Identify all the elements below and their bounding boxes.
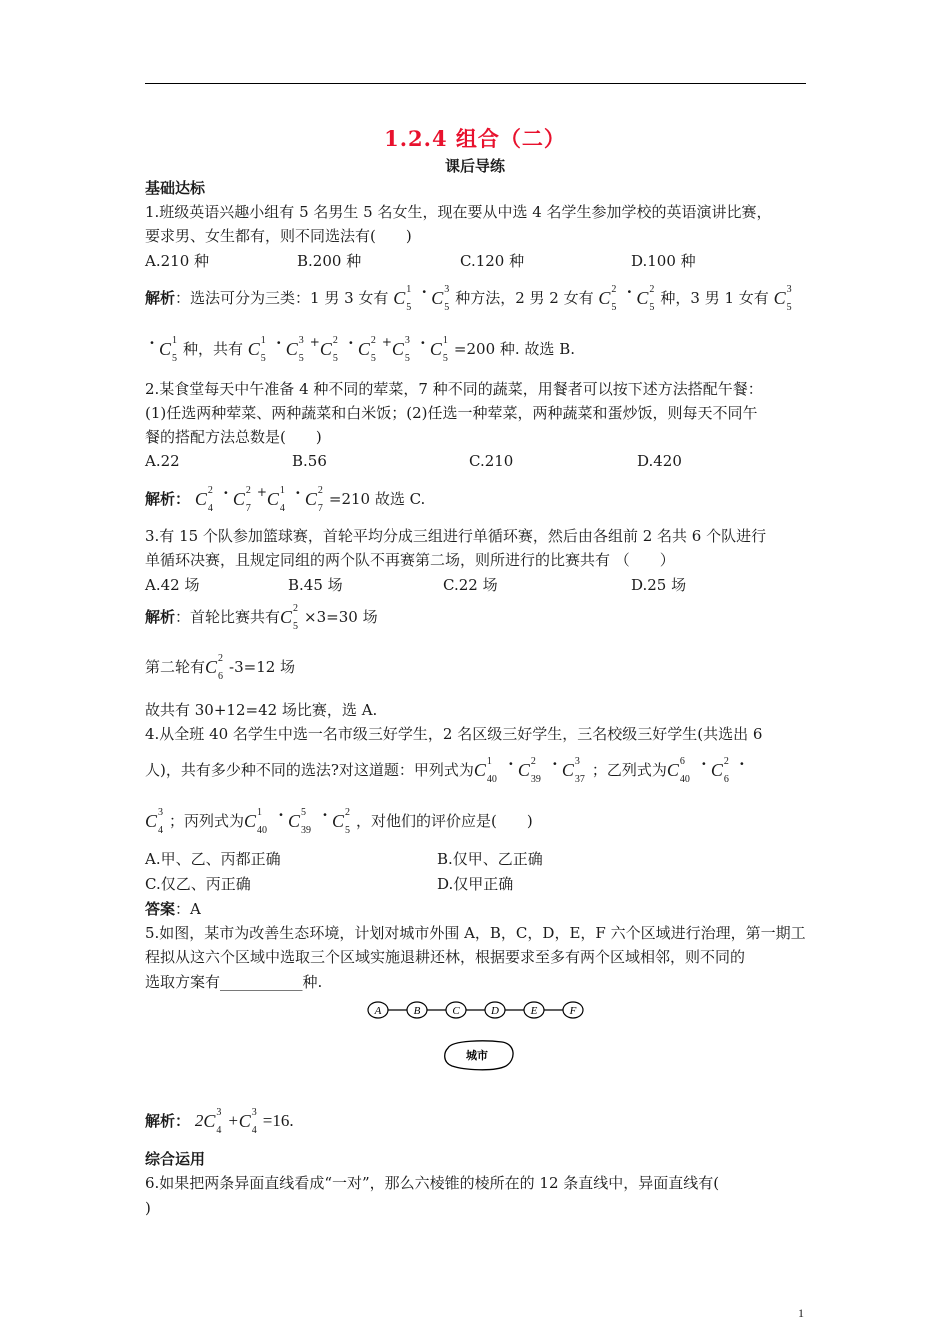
q4-stem-text-d: ，对他们的评价应是( ): [356, 812, 533, 830]
region-node-d: [485, 1002, 505, 1018]
formula: C 2 5: [598, 284, 617, 313]
formula: C 2 5: [280, 603, 299, 632]
formula: C 2 5: [636, 284, 655, 313]
q5-stem-3: 选取方案有___________种.: [145, 973, 323, 991]
city-label: 城市: [466, 1049, 488, 1062]
q5-stem-2: 程拟从这六个区域中选取三个区域实施退耕还林，根据要求至多有两个区域相邻，则不同的: [145, 948, 746, 966]
q5-solution: 解析： 2 C 3 4 + C 3 4 =16.: [145, 1107, 294, 1136]
region-label-b: B: [413, 1005, 421, 1017]
formula: C 1 4: [266, 485, 285, 514]
formula: C 1 5: [393, 284, 412, 313]
q5-solution-label: 解析: [145, 1112, 176, 1130]
q3-option-c: C.22 场: [443, 576, 498, 594]
q2-option-d: D.420: [637, 452, 682, 470]
q4-option-a: A.甲、乙、丙都正确: [145, 850, 281, 868]
q3-option-b: B.45 场: [288, 576, 343, 594]
q1-solution-text-4: 种，共有: [183, 340, 244, 358]
q2-stem-1: 2.某食堂每天中午准备 4 种不同的荤菜，7 种不同的蔬菜，用餐者可以按下述方法搭配午餐：: [145, 380, 763, 398]
region-label-f: F: [569, 1005, 577, 1017]
region-node-f: [563, 1002, 583, 1018]
q2-option-a: A.22: [145, 452, 180, 470]
q3-solution-text-4: -3=12 场: [229, 658, 296, 676]
formula: C 3 4: [238, 1107, 257, 1136]
q1-solution-2: · C 1 5 种，共有 C 1 5 · C 3 5 + C 2 5 · C 2 5 + C 3 5 · C 1 5 =200 种. 故选 B.: [149, 334, 575, 364]
formula: C 3 5: [285, 335, 304, 364]
q1-stem-2: 要求男、女生都有，则不同选法有( ): [145, 227, 412, 245]
formula: C 3 37: [561, 756, 585, 785]
formula: C 2 5: [332, 807, 351, 836]
region-node-a: [368, 1002, 388, 1018]
section-comprehensive: 综合运用: [145, 1150, 206, 1168]
q4-stem-text-b: ；乙列式为: [591, 761, 667, 779]
q1-solution-1: 解析：选法可分为三类：1 男 3 女有 C 1 5 · C 3 5 种方法，2 男 2 女有 C 2 5 · C 2 5 种，3 男 1 女有 C 3 5: [145, 281, 798, 309]
region-node-c: [446, 1002, 466, 1018]
q2-stem-3: 餐的搭配方法总数是( ): [145, 428, 322, 446]
formula: C 2 4: [194, 485, 213, 514]
q1-option-d: D.100 种: [631, 252, 696, 270]
formula: C 6 40: [666, 756, 690, 785]
q3-option-a: A.42 场: [145, 576, 200, 594]
q3-solution-2: [145, 653, 296, 682]
formula: C 3 4: [145, 807, 163, 836]
q4-answer-label: 答案: [145, 900, 176, 918]
q1-option-b: B.200 种: [297, 252, 362, 270]
q4-stem-text-a: 人)，共有多少种不同的选法?对这道题：甲列式为: [145, 761, 474, 779]
formula: C 3 4: [203, 1107, 222, 1136]
formula: C 3 5: [431, 284, 450, 313]
page-number: 1: [798, 1306, 804, 1320]
q1-option-c: C.120 种: [460, 252, 525, 270]
formula: C 1 5: [159, 335, 177, 364]
q4-stem-1: 4.从全班 40 名学生中选一名市级三好学生，2 名区级三好学生，三名校级三好学生(共选出 6: [145, 725, 763, 743]
formula: C 1 40: [244, 807, 268, 836]
formula: C 2 6: [205, 653, 224, 682]
q5-solution-text: =16.: [262, 1111, 294, 1130]
q1-solution-label: 解析: [145, 289, 176, 307]
q4-option-d: D.仅甲正确: [437, 875, 514, 893]
region-diagram: [366, 996, 588, 1076]
q3-solution-text-2: ×3=30 场: [304, 608, 378, 626]
page-title: 1.2.4 组合（二）: [384, 126, 566, 151]
formula: C 1 5: [247, 335, 266, 364]
q2-stem-2: (1)任选两种荤菜、两种蔬菜和白米饭；(2)任选一种荤菜，两种蔬菜和蛋炒饭，则每天不同午: [145, 404, 758, 422]
page-subtitle: 课后导练: [444, 157, 505, 175]
q4-option-b: B.仅甲、乙正确: [437, 850, 543, 868]
q1-option-a: A.210 种: [145, 252, 209, 270]
q3-solution-text-1: ：首轮比赛共有: [175, 608, 281, 626]
q3-option-d: D.25 场: [631, 576, 687, 594]
formula: C 1 5: [429, 335, 448, 364]
header-rule: [145, 83, 806, 84]
q3-stem-2: 单循环决赛，且规定同组的两个队不再赛第二场，则所进行的比赛共有 （ ）: [145, 551, 675, 569]
region-label-c: C: [452, 1005, 460, 1017]
q4-answer: [145, 898, 201, 920]
q1-stem-1: 1.班级英语兴趣小组有 5 名男生 5 名女生，现在要从中选 4 名学生参加学校的英语演讲比赛，: [145, 203, 772, 221]
q2-solution-text: =210 故选 C.: [328, 490, 426, 508]
q2-solution: 解析： C 2 4 · C 2 7 + C 1 4 · C 2 7 =210 故选 C.: [145, 484, 426, 514]
formula: C 2 7: [304, 485, 323, 514]
q1-solution-text-1: ：选法可分为三类：1 男 3 女有: [175, 289, 389, 307]
q3-solution-1: [145, 603, 378, 632]
region-node-b: [407, 1002, 427, 1018]
city-shape: [445, 1041, 513, 1070]
q2-option-c: C.210: [469, 452, 514, 470]
q2-solution-label: 解析: [145, 490, 176, 508]
region-label-d: D: [491, 1005, 499, 1017]
q6-stem-1: 6.如果把两条异面直线看成“一对”，那么六棱锥的棱所在的 12 条直线中，异面直线有(: [145, 1174, 720, 1192]
q5-stem-1: 5.如图，某市为改善生态环境，计划对城市外围 A，B，C，D，E，F 六个区域进行治理，第一期工: [145, 924, 806, 942]
q3-solution-text-3: 第二轮有: [145, 658, 206, 676]
formula: C 5 39: [288, 807, 312, 836]
q3-stem-1: 3.有 15 个队参加篮球赛，首轮平均分成三组进行单循环赛，然后由各组前 2 名共 6 个队进行: [145, 527, 767, 545]
region-label-e: E: [530, 1005, 538, 1017]
q1-solution-text-5: =200 种. 故选 B.: [453, 340, 575, 358]
formula: C 2 7: [232, 485, 251, 514]
q4-option-c: C.仅乙、丙正确: [145, 875, 251, 893]
section-basic: 基础达标: [145, 179, 206, 197]
q6-stem-2: ): [145, 1199, 151, 1217]
formula: C 2 39: [517, 756, 541, 785]
q4-stem-text-c: ；丙列式为: [169, 812, 245, 830]
q1-solution-text-3: 种，3 男 1 女有: [660, 289, 769, 307]
formula: C 2 6: [710, 756, 729, 785]
formula: C 2 5: [319, 335, 338, 364]
q4-stem-2: 人)，共有多少种不同的选法?对这道题：甲列式为 C 1 40 · C 2 39 · C 3 37 ；乙列式为 C 6 40 · C 2 6 ·: [145, 755, 745, 785]
q1-solution-text-2: 种方法，2 男 2 女有: [455, 289, 594, 307]
q3-solution-label: 解析: [145, 608, 176, 626]
q3-solution-3: 故共有 30+12=42 场比赛，选 A.: [145, 701, 378, 719]
formula: C 1 40: [473, 756, 497, 785]
q4-stem-3: C 3 4 ；丙列式为 C 1 40 · C 5 39 · C 2 5 ，对他们的评价应是( ): [145, 806, 533, 836]
q4-answer-text: ：A: [175, 900, 201, 918]
formula: C 2 5: [357, 335, 376, 364]
region-node-e: [524, 1002, 544, 1018]
formula: C 3 5: [391, 335, 410, 364]
region-label-a: A: [374, 1005, 382, 1017]
q2-option-b: B.56: [292, 452, 327, 470]
formula: C 3 5: [773, 284, 792, 313]
